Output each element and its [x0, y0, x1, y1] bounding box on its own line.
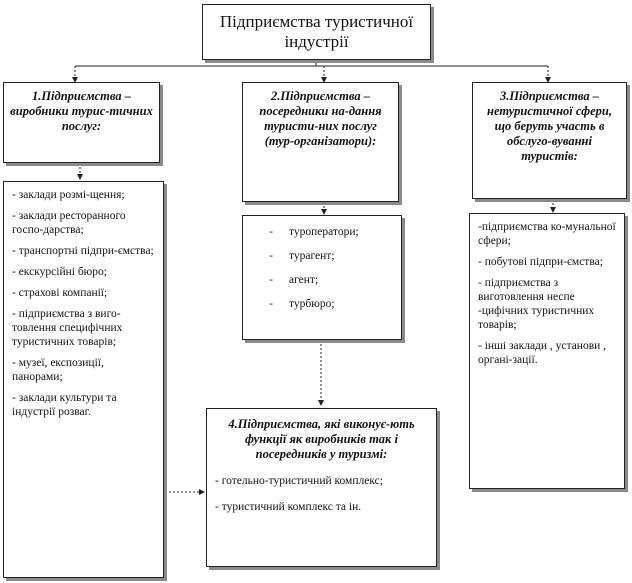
list-item: - туроператори;: [269, 226, 359, 238]
box-producers-header: 1.Підприємства – виробники турис-тичних послуг:: [10, 89, 153, 133]
list-item: - інші заклади , установи , органі-зації.: [478, 340, 607, 366]
list-item: - побутові підпри-ємства;: [478, 256, 603, 268]
list-item: - готельно-туристичний комплекс;: [215, 475, 383, 487]
list-item: - туристичний комплекс та ін.: [215, 501, 362, 513]
box-mixed: [206, 408, 437, 567]
box-intermediaries-header: 2.Підприємства – посередники на-дання туристи-них послуг (тур-організатори):: [259, 89, 382, 148]
list-item: - підприємства з виго-товлення специфічних туристичних товарів;: [12, 308, 123, 348]
root-title: Підприємства туристичної індустрії: [219, 12, 414, 51]
list-item: - музеї, експозиції, панорами;: [12, 357, 104, 383]
list-intermediaries: [242, 215, 402, 340]
box-producers: [3, 82, 160, 163]
list-item: -підприємства ко-мунальної сфери;: [478, 221, 616, 247]
root-box: [202, 4, 431, 60]
box-nontourism-header: 3.Підприємства – нетуристичної сфери, що беруть участь в обслуго-вуванні туристів:: [487, 89, 612, 163]
box-intermediaries: [242, 82, 399, 202]
list-item: - підприємства з виготовлення неспе -цифічних туристичних товарів;: [478, 277, 595, 331]
list-item: - турагент;: [269, 250, 335, 262]
list-item: - турбюро;: [269, 298, 335, 310]
list-item: - агент;: [269, 274, 319, 286]
box-mixed-header: 4.Підприємства, які виконує-ють функції як виробників так і посередників у туризмі:: [228, 417, 415, 461]
box-nontourism: [472, 82, 627, 199]
list-item: - заклади розмі-щення;: [12, 189, 125, 201]
list-producers: [3, 181, 164, 578]
list-item: - транспортні підпри-ємства;: [12, 245, 154, 257]
list-item: - екскурсійні бюро;: [12, 266, 107, 278]
list-mixed: [207, 468, 436, 532]
list-item: - страхові компанії;: [12, 287, 108, 299]
list-item: - заклади ресторанного госпо-дарства;: [12, 210, 126, 236]
list-item: - заклади культури та індустрії розваг.: [12, 392, 117, 418]
list-nontourism: [469, 213, 625, 489]
